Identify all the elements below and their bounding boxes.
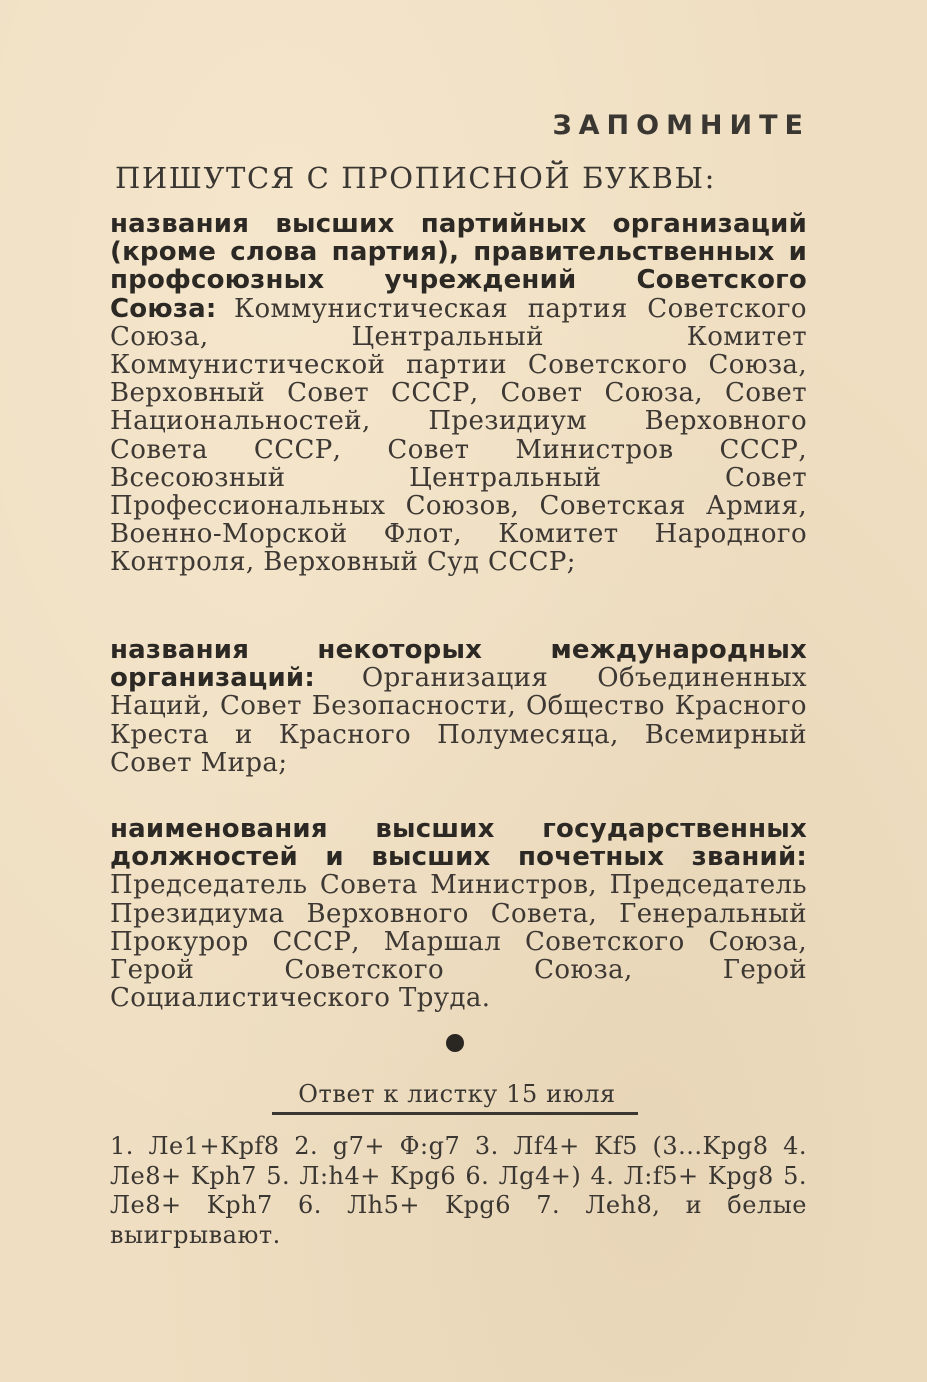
- rule-subheading: ПИШУТСЯ С ПРОПИСНОЙ БУКВЫ:: [115, 161, 717, 195]
- section-lead: наименования высших государственных должностей и высших почетных званий:: [110, 814, 807, 873]
- page-heading: ЗАПОМНИТЕ: [552, 110, 810, 141]
- answer-title-underline: [272, 1112, 638, 1115]
- rule-section-international-organizations: [110, 636, 807, 777]
- section-examples: Организация Объединенных Наций, Совет Безопасности, Общество Красного Креста и Красного Полумесяца, Всемирный Совет Мира;: [110, 663, 807, 778]
- section-examples: Коммунистическая партия Советского Союза, Центральный Комитет Коммунистической партии Советского Союза, Верховный Совет СССР, Совет Союза, Совет Национальностей, Президиум Верховного Совета СССР, Совет Министров СССР, Всесоюзный Центральный Совет Профессиональных Союзов, Советская Армия, Военно-Морской Флот, Комитет Народного Контроля, Верховный Суд СССР;: [110, 293, 807, 578]
- rule-section-titles-and-positions: [110, 815, 807, 1012]
- answer-title: Ответ к листку 15 июля: [298, 1080, 616, 1108]
- rule-section-party-organizations: [110, 210, 807, 577]
- section-examples: Председатель Совета Министров, Председатель Президиума Верховного Совета, Генеральный Прокурор СССР, Маршал Советского Союза, Герой Советского Союза, Герой Социалистического Труда.: [110, 870, 807, 1014]
- chess-answer-text: 1. Лe1+Kpf8 2. g7+ Ф:g7 3. Лf4+ Kf5 (3...Kpg8 4. Лe8+ Kph7 5. Л:h4+ Kpg6 6. Лg4+) 4. Л:f5+ Kpg8 5. Лe8+ Kph7 6. Лh5+ Kpg6 7. Лeh8, и белые выигрывают.: [110, 1132, 807, 1249]
- section-lead: названия некоторых международных организаций:: [110, 635, 807, 694]
- separator-bullet: [446, 1034, 464, 1052]
- section-lead: названия высших партийных организаций (кроме слова партия), правительственных и профсоюзных учреждений Советского Союза:: [110, 209, 807, 324]
